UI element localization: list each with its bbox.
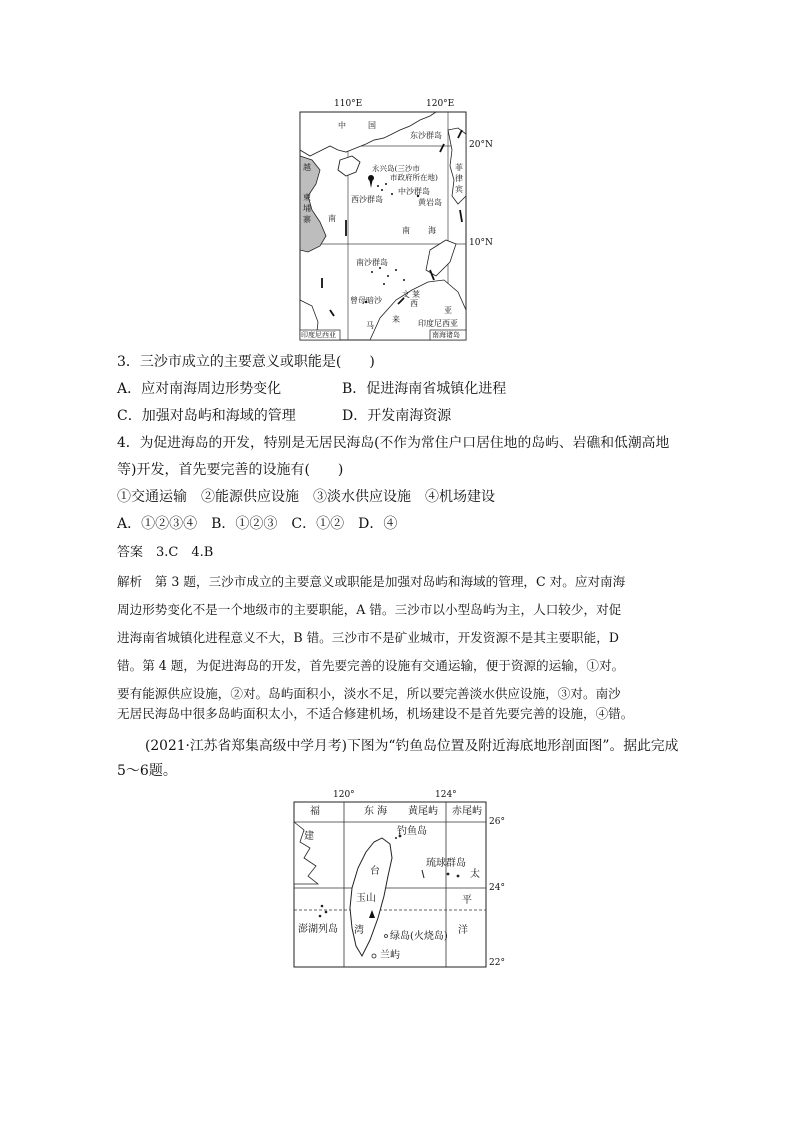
map1-label-jian: 柬	[303, 193, 311, 202]
explanation-line6: 无居民海岛中很多岛屿面积太小，不适合修建机场，机场建设不是首先要完善的设施，④错。	[117, 706, 634, 721]
intro-line1: (2021·江苏省郑集高级中学月考)下图为“钓鱼岛位置及附近海底地形剖面图”。据此完成	[145, 738, 679, 754]
map2-lat-24-label: 24°	[489, 883, 505, 893]
map2-label-lanyu: 兰屿	[380, 950, 400, 961]
q3-option-d: D．开发南海资源	[342, 408, 452, 424]
map1-label-lai2: 来	[392, 315, 400, 324]
explanation-line2: 周边形势变化不是一个地级市的主要职能，A 错。三沙市以小型岛屿为主，人口较少，对促	[117, 602, 622, 617]
map1-label-lai: 莱	[412, 290, 420, 299]
intro-line2: 5～6题。	[117, 763, 177, 779]
map1-label-zhongsha: 中沙群岛	[398, 187, 430, 196]
map2-label-lvdao: 绿岛(火烧岛)	[390, 931, 448, 942]
map1-label-wen: 文	[402, 290, 410, 299]
map1-label-bin: 宾	[455, 185, 463, 194]
map2-lat-26-label: 26°	[489, 817, 505, 827]
map2-label-fu: 福	[310, 806, 320, 817]
map1-label-ma: 马	[366, 321, 374, 330]
q3-stem: 3．三沙市成立的主要意义或职能是( )	[117, 354, 375, 370]
q3-option-a: A．应对南海周边形势变化	[117, 381, 282, 397]
map1-label-xi: 西	[410, 299, 418, 308]
map2-label-ping: 平	[462, 895, 472, 906]
map1-label-ya: 亚	[444, 306, 452, 315]
q4-stem-line1: 4．为促进海岛的开发，特别是无居民海岛(不作为常住户口居住地的岛屿、岩礁和低潮高地	[117, 435, 670, 451]
map2-lon-124-label: 124°	[435, 790, 457, 800]
map1-label-nan: 南	[402, 226, 410, 235]
map2-label-donghai: 东 海	[364, 806, 388, 817]
q4-stem-line2: 等)开发，首先要完善的设施有( )	[117, 462, 344, 478]
map1-label-nan-left: 南	[328, 214, 336, 223]
q4-options: A．①②③④ B．①②③ C．①② D．④	[117, 516, 398, 532]
answer-value: 3.C 4.B	[156, 545, 214, 560]
q3-option-c: C．加强对岛屿和海域的管理	[117, 408, 296, 424]
explanation-line4: 错。第 4 题，为促进海岛的开发，首先要完善的设施有交通运输，便于资源的运输，①对。	[117, 658, 625, 673]
map2-label-tai: 台	[370, 866, 380, 877]
lat-20n-label: 20°N	[469, 140, 493, 150]
map1-label-dongsha: 东沙群岛	[410, 131, 442, 140]
map1-label-zhong: 中	[338, 121, 346, 130]
map2-label-huangweiyu: 黄尾屿	[408, 806, 438, 817]
map2-label-wan: 湾	[354, 925, 364, 936]
map1-label-zhai: 寨	[303, 215, 311, 224]
map1-label-fei: 菲	[455, 163, 463, 172]
lon-120-label: 120°E	[426, 99, 455, 109]
lat-10n-label: 10°N	[469, 238, 493, 248]
q4-items: ①交通运输 ②能源供应设施 ③淡水供应设施 ④机场建设	[117, 489, 495, 505]
map2-lon-120-label: 120°	[333, 790, 355, 800]
map1-label-yindunixiya: 印度尼西亚	[418, 319, 458, 328]
map1-label-zengmu: 曾母暗沙	[350, 296, 382, 305]
map2-label-yushan: 玉山	[356, 893, 376, 904]
map2-label-jian: 建	[304, 831, 314, 842]
map2-label-liuqiu: 琉球群岛	[426, 858, 466, 869]
answer-label: 答案	[117, 545, 144, 560]
map1-label-huangyan: 黄岩岛	[418, 198, 442, 207]
map1-label-pu: 埔	[303, 204, 311, 213]
lon-110-label: 110°E	[334, 99, 363, 109]
map2-label-penghu: 澎湖列岛	[298, 924, 338, 935]
map1-label-nanhaizhudao: 南海诸岛	[432, 331, 460, 339]
explanation-label: 解析	[117, 574, 143, 589]
map1-label-guo: 国	[368, 121, 376, 130]
q3-option-b: B．促进海南省城镇化进程	[342, 381, 507, 397]
map1-label-yongxing2: 市政府所在地)	[390, 173, 438, 182]
map1-label-yindunixiya-bl: 印度尼西亚	[301, 331, 336, 339]
map2-label-yang: 洋	[458, 925, 468, 936]
explanation-text1: 第 3 题，三沙市成立的主要意义或职能是加强对岛屿和海域的管理，C 对。应对南海	[154, 574, 626, 589]
explanation-line5: 要有能源供应设施，②对。岛屿面积小，淡水不足，所以要完善淡水供应设施，③对。南沙	[117, 686, 621, 701]
map2-label-diaoyudao: 钓鱼岛	[397, 826, 427, 837]
map1-label-hai: 海	[428, 226, 436, 235]
map2-lat-22-label: 22°	[489, 958, 505, 968]
map2-label-chiweiyu: 赤尾屿	[452, 806, 482, 817]
map1-label-nansha: 南沙群岛	[356, 258, 388, 267]
map1-label-yue: 越	[303, 163, 311, 172]
explanation-line3: 进海南省城镇化进程意义不大，B 错。三沙市不是矿业城市，开发资源不是其主要职能，D	[117, 630, 619, 645]
map1-label-yongxing1: 永兴岛(三沙市	[372, 164, 420, 173]
map1-label-lv: 律	[455, 174, 463, 183]
map2-label-tai2: 太	[470, 869, 480, 880]
map1-label-xisha: 西沙群岛	[351, 195, 383, 204]
